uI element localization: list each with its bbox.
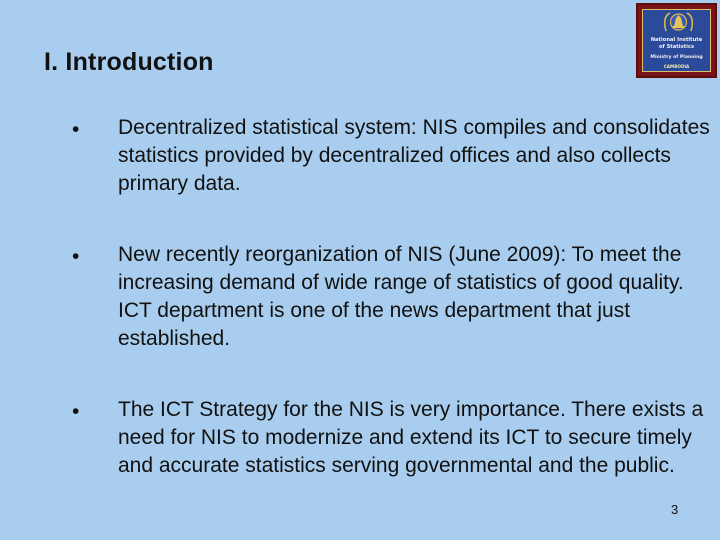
bullet-marker: • (72, 400, 80, 423)
bullet-text: New recently reorganization of NIS (June 2009): To meet the increasing demand of wide range of statistics of good quality. ICT department is one of the news department that just established. (118, 243, 684, 350)
bullet-text: The ICT Strategy for the NIS is very importance. There exists a need for NIS to modernize and extend its ICT to secure timely and accurate statistics serving governmental and the public. (118, 398, 704, 477)
page-number: 3 (671, 502, 679, 517)
logo-text-line4: CAMBODIA (663, 64, 690, 69)
logo-text-line1: National Institute (650, 37, 703, 43)
bullet-marker: • (72, 118, 80, 141)
bullet-text: Decentralized statistical system: NIS compiles and consolidates statistics provided by decentralized offices and also collects primary data. (118, 116, 710, 195)
logo-text-line2: of Statistics (658, 44, 695, 50)
logo-text-line3: Ministry of Planning (650, 55, 703, 60)
nis-logo (636, 3, 717, 78)
bullet-marker: • (72, 245, 80, 268)
slide-title: I. Introduction (44, 48, 214, 76)
